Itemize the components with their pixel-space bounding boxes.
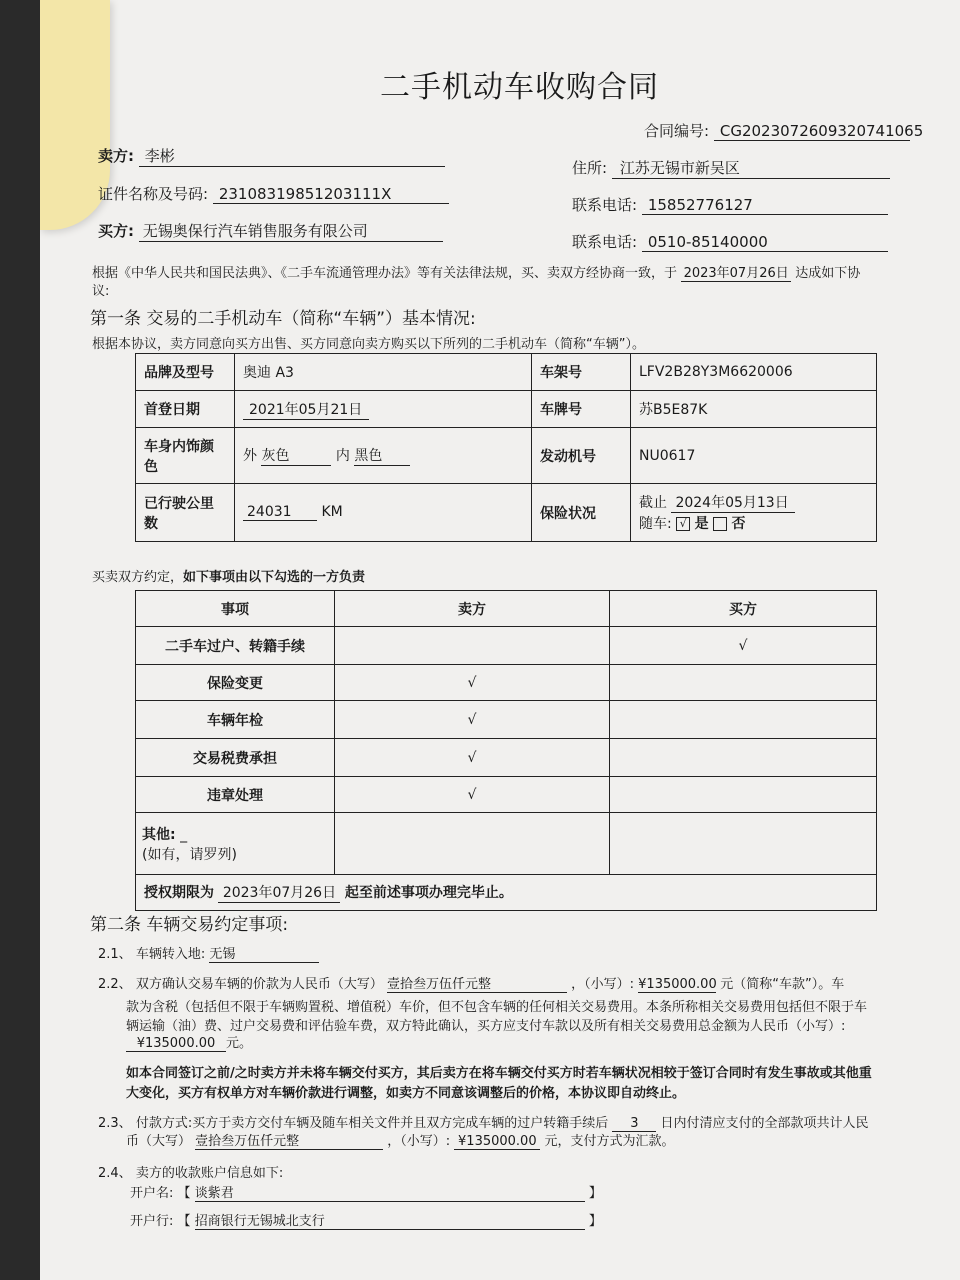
yes-checkbox[interactable]: √ [676,517,690,531]
mileage-label-1: 已行驶公里 [144,495,214,512]
other-value: _ [180,826,188,843]
table-row [136,484,877,542]
buyer-phone-row [572,231,888,252]
row-seller-check[interactable]: √ [335,777,610,813]
resp-intro-a: 买卖双方约定， [92,570,184,585]
s23-text-c: 币（大写） [126,1134,192,1149]
s22-total-suffix: 元。 [226,1036,253,1051]
contract-no-row [644,120,924,141]
table-row [136,701,877,739]
contract-title: 二手机动车收购合同 [380,70,659,105]
article1-heading: 第一条 交易的二手机动车（简称“车辆”）基本情况: [90,309,476,329]
s23-row1 [98,1112,869,1132]
account-name-row [130,1182,602,1202]
no-checkbox[interactable] [713,517,727,531]
insurance-label: 保险状况 [532,484,631,542]
ins-until-prefix: 截止 [639,495,667,511]
buyer-name: 无锡奥保行汽车销售服务有限公司 [139,220,443,242]
vin-value: LFV2B28Y3M6620006 [631,354,877,391]
seller-name: 李彬 [139,145,445,167]
other-seller-cell[interactable] [335,813,610,875]
vehicle-info-table [135,353,877,542]
bracket-close: 】 [588,1186,602,1201]
seller-phone: 15852776127 [642,196,888,215]
bracket-open: 【 [177,1214,191,1229]
insurance-cell [631,484,877,542]
s24-number: 2.4、 [98,1166,132,1181]
intro-text-a: 根据《中华人民共和国民法典》、《二手车流通管理办法》等有关法律法规，买、卖双方经协商一致，于 [92,266,678,281]
table-row-other [136,813,877,875]
brand-label: 品牌及型号 [136,354,235,391]
responsibility-table [135,590,877,911]
s23-row2 [126,1130,674,1150]
brand-value: 奥迪 A3 [235,354,532,391]
s22-text-c: 元（简称“车款”）。车 [720,977,845,992]
s21-row [98,943,319,963]
intro-text-b: 达成如下协 [795,266,861,281]
int-color: 黑色 [354,445,410,466]
table-row [136,354,877,391]
buyer-name-row [98,220,443,242]
no-label: 否 [731,516,746,532]
bank-label: 开户行: [130,1214,174,1229]
row-buyer-check[interactable] [610,701,877,739]
other-label: 其他: [142,826,176,843]
responsibility-intro [92,566,365,585]
color-label-1: 车身内饰颜 [144,438,214,455]
color-label [136,428,235,484]
other-cell [136,813,335,875]
buyer-label: 买方: [98,222,134,240]
mileage-cell [235,484,532,542]
s23-text-e: 元，支付方式为汇款。 [544,1134,675,1149]
mileage-unit: KM [321,504,343,520]
contract-page [40,0,960,1280]
s22-line3: 辆运输（油）费、过户交易费和评估验车费，双方特此确认，买方应支付车款以及所有相关交易费用总金额为人民币（小写）: [126,1019,846,1034]
bank-row [130,1210,602,1230]
s22-total: ¥135000.00 [126,1036,226,1052]
row-buyer-check[interactable] [610,739,877,777]
s22-total-row [126,1032,252,1052]
ins-until-date: 2024年05月13日 [671,492,795,513]
s23-text-b: 日内付清应支付的全部款项共计人民 [660,1116,869,1131]
table-header-row [136,591,877,627]
row-buyer-check[interactable] [610,665,877,701]
col-item: 事项 [136,591,335,627]
bank-name: 招商银行无锡城北支行 [195,1210,585,1230]
mileage-label [136,484,235,542]
seller-label: 卖方: [98,147,134,165]
seller-address: 江苏无锡市新吴区 [612,157,890,179]
row-seller-check[interactable] [335,627,610,665]
plate-value: 苏B5E87K [631,391,877,428]
contract-no-label: 合同编号: [644,122,710,140]
table-row [136,627,877,665]
seller-name-row [98,145,445,167]
reg-date-cell [235,391,532,428]
s23-number: 2.3、 [98,1116,132,1131]
seller-id: 23108319851203111X [213,185,449,204]
table-row-auth [136,875,877,911]
s21-label: 车辆转入地: [135,947,206,962]
bold-clause-line1: 如本合同签订之前/之时卖方并未将车辆交付买方，其后卖方在将车辆交付买方时若车辆状况相较于签订合同时有发生事故或其他重 [126,1066,872,1081]
bracket-close: 】 [588,1214,602,1229]
intro-text-c: 议: [92,284,110,299]
seller-id-row [98,183,449,204]
seller-id-label: 证件名称及号码: [98,185,209,203]
vin-label: 车架号 [532,354,631,391]
auth-suffix: 起至前述事项办理完毕止。 [344,885,513,901]
table-row [136,777,877,813]
color-label-2: 色 [144,458,158,475]
s22-lower: ¥135000.00 [638,977,717,992]
ext-prefix: 外 [243,448,257,464]
s23-lower: ¥135000.00 [454,1134,540,1150]
s21-value: 无锡 [209,943,319,963]
bold-clause-line2: 大变化，买方有权单方对车辆价款进行调整，如卖方不同意该调整后的价格，本协议即自动终止。 [126,1086,686,1101]
resp-intro-b: 如下事项由以下勾选的一方负责 [183,570,366,585]
row-seller-check[interactable]: √ [335,739,610,777]
table-row [136,665,877,701]
reg-date: 2021年05月21日 [243,399,369,420]
plate-label: 车牌号 [532,391,631,428]
engine-value: NU0617 [631,428,877,484]
s21-number: 2.1、 [98,947,132,962]
auth-label: 授权期限为 [144,885,214,901]
account-name-label: 开户名: [130,1186,174,1201]
account-name: 谈紫君 [195,1182,585,1202]
s23-text-d: ，（小写）: [387,1134,451,1149]
table-row [136,391,877,428]
buyer-phone: 0510-85140000 [642,233,888,252]
seller-phone-label: 联系电话: [572,196,638,214]
row-item: 车辆年检 [136,701,335,739]
intro-line [92,262,860,282]
bracket-open: 【 [177,1186,191,1201]
table-row [136,428,877,484]
table-row [136,739,877,777]
row-item: 保险变更 [136,665,335,701]
mileage-value: 24031 [243,504,317,521]
row-item: 交易税费承担 [136,739,335,777]
auth-cell [136,875,877,911]
s22-text-b: ，（小写）: [571,977,635,992]
contract-no-value: CG2023072609320741065 [714,122,910,141]
ext-color: 灰色 [261,445,331,466]
row-item: 二手车过户、转籍手续 [136,627,335,665]
row-seller-check[interactable]: √ [335,701,610,739]
seller-phone-row [572,194,888,215]
int-prefix: 内 [335,448,350,464]
other-hint: (如有，请罗列) [142,846,237,863]
s23-upper: 壹拾叁万伍仟元整 [195,1130,383,1150]
engine-label: 发动机号 [532,428,631,484]
col-seller: 卖方 [335,591,610,627]
row-seller-check[interactable]: √ [335,665,610,701]
other-buyer-cell[interactable] [610,813,877,875]
seller-address-row [572,157,890,179]
row-buyer-check[interactable]: √ [610,627,877,665]
with-car-label: 随车: [639,516,672,532]
s22-text-a: 双方确认交易车辆的价款为人民币（大写） [135,977,383,992]
s22-number: 2.2、 [98,977,132,992]
s22-upper: 壹拾叁万伍仟元整 [387,973,567,993]
row-item: 违章处理 [136,777,335,813]
intro-date: 2023年07月26日 [681,262,791,282]
s23-days: 3 [612,1116,656,1132]
s22-line2: 款为含税（包括但不限于车辆购置税、增值税）车价，但不包含车辆的任何相关交易费用。本条所称相关交易费用包括但不限于车 [126,1000,868,1015]
mileage-label-2: 数 [144,515,158,532]
reg-date-label: 首登日期 [136,391,235,428]
s23-text-a: 付款方式:买方于卖方交付车辆及随车相关文件并且双方完成车辆的过户转籍手续后 [135,1116,609,1131]
col-buyer: 买方 [610,591,877,627]
yes-label: 是 [694,516,709,532]
article2-heading: 第二条 车辆交易约定事项: [90,915,289,935]
s22-row1 [98,973,844,993]
auth-date: 2023年07月26日 [218,882,340,903]
article1-desc: 根据本协议，卖方同意向买方出售、买方同意向卖方购买以下所列的二手机动车（简称“车辆”）。 [92,337,645,352]
seller-address-label: 住所: [572,159,608,177]
s24-row [98,1162,283,1181]
row-buyer-check[interactable] [610,777,877,813]
s24-label: 卖方的收款账户信息如下: [135,1166,284,1181]
color-cell [235,428,532,484]
buyer-phone-label: 联系电话: [572,233,638,251]
